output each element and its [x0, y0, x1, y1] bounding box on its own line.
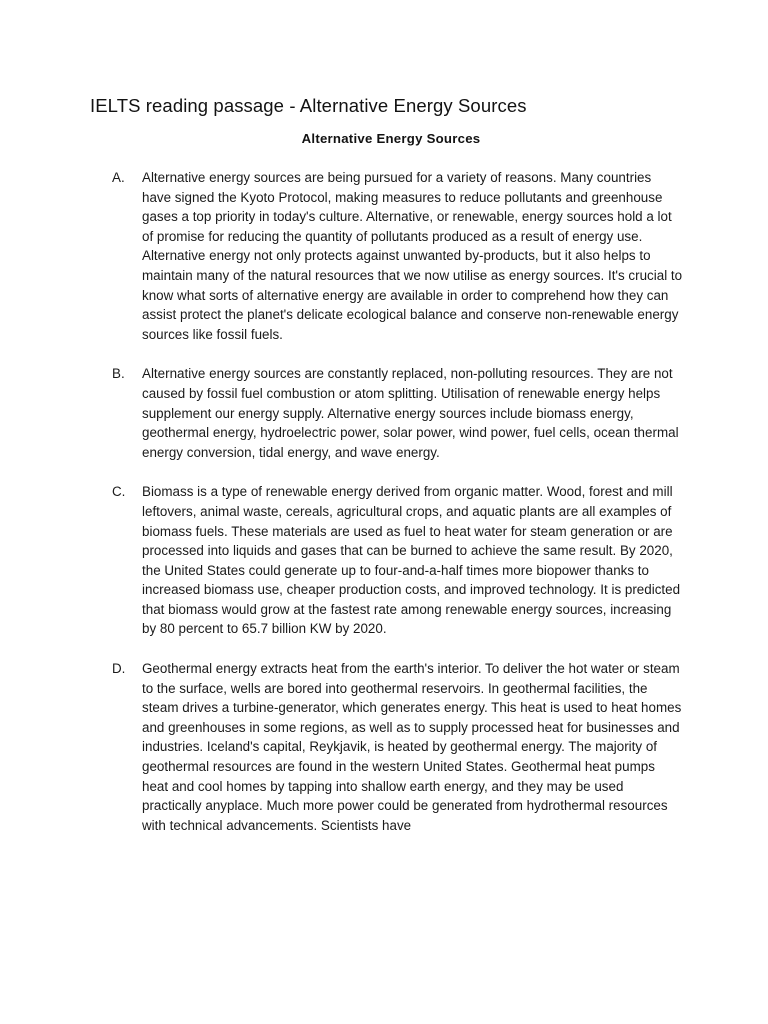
reading-passage: [112, 168, 684, 835]
passage-heading: Alternative Energy Sources: [301, 131, 481, 146]
page-title: IELTS reading passage - Alternative Energy Sources: [90, 95, 527, 117]
passage-paragraph-a: [112, 168, 684, 344]
paragraph-marker-b: B.: [112, 366, 125, 382]
paragraph-text-d: Geothermal energy extracts heat from the earth's interior. To deliver the hot water or steam to the surface, wells are bored into geothermal reservoirs. In geothermal facilities, the steam drives a turbine-generator, which generates energy. This heat is used to heat homes and greenhouses in some regions, as well as to supply processed heat for businesses and industries. Iceland's capital, Reykjavik, is heated by geothermal energy. The majority of geothermal resources are found in the western United States. Geothermal heat pumps heat and cool homes by tapping into shallow earth energy, and they may be used practically anyplace. Much more power could be generated from hydrothermal resources with technical advancements. Scientists have: [142, 661, 682, 833]
passage-paragraph-c: [112, 482, 684, 639]
passage-paragraph-b: [112, 364, 684, 462]
paragraph-marker-c: C.: [112, 484, 126, 500]
paragraph-text-b: Alternative energy sources are constantly replaced, non-polluting resources. They are not caused by fossil fuel combustion or atom splitting. Utilisation of renewable energy helps supplement our energy supply. Alternative energy sources include biomass energy, geothermal energy, hydroelectric power, solar power, wind power, fuel cells, ocean thermal energy conversion, tidal energy, and wave energy.: [142, 366, 679, 460]
paragraph-text-a: Alternative energy sources are being pursued for a variety of reasons. Many countries have signed the Kyoto Protocol, making measures to reduce pollutants and greenhouse gases a top priority in today's culture. Alternative, or renewable, energy sources hold a lot of promise for reducing the quantity of pollutants produced as a result of energy use. Alternative energy not only protects against unwanted by-products, but it also helps to maintain many of the natural resources that we now utilise as energy sources. It's crucial to know what sorts of alternative energy are available in order to comprehend how they can assist protect the planet's delicate ecological balance and conserve non-renewable energy sources like fossil fuels.: [142, 170, 683, 342]
paragraph-marker-d: D.: [112, 661, 126, 677]
paragraph-text-c: Biomass is a type of renewable energy derived from organic matter. Wood, forest and mill leftovers, animal waste, cereals, agricultural crops, and aquatic plants are all examples of biomass fuels. These materials are used as fuel to heat water for steam generation or are processed into liquids and gases that can be burned to achieve the same result. By 2020, the United States could generate up to four-and-a-half times more biopower thanks to increased biomass use, cheaper production costs, and improved technology. It is predicted that biomass would grow at the fastest rate among renewable energy sources, increasing by 80 percent to 65.7 billion KW by 2020.: [142, 484, 681, 637]
passage-paragraph-d: [112, 659, 684, 835]
paragraph-marker-a: A.: [112, 170, 125, 185]
